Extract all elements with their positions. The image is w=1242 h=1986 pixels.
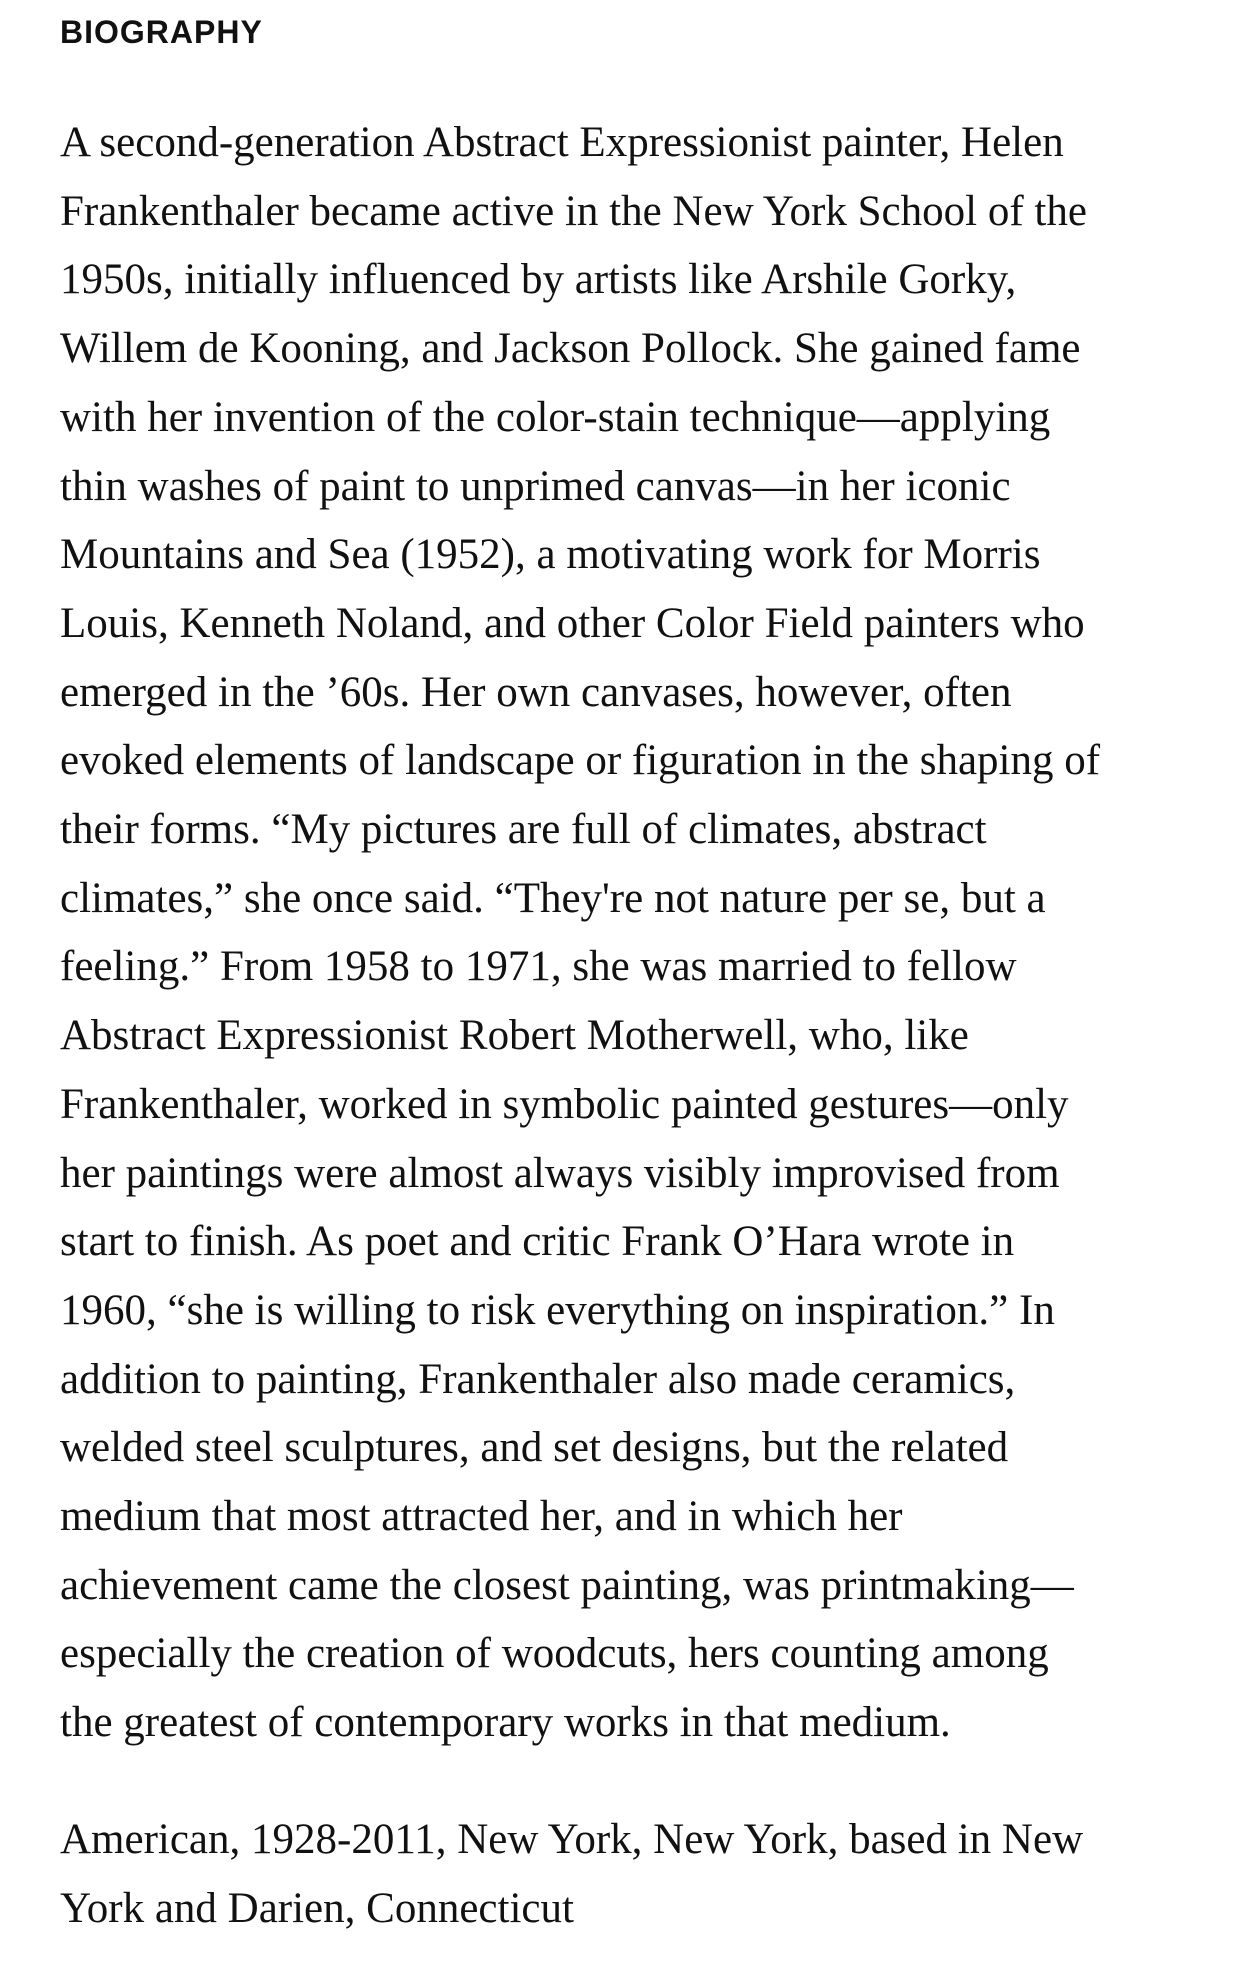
biography-line: her paintings were almost always visibly improvised from [60,1149,1060,1197]
biography-line: medium that most attracted her, and in which her [60,1493,903,1541]
biography-line: addition to painting, Frankenthaler also made ceramics, [60,1355,1016,1403]
biography-line: emerged in the ’60s. Her own canvases, however, often [60,668,1012,716]
biography-paragraph [60,109,1185,1758]
biography-line: 1960, “she is willing to risk everything on inspiration.” In [60,1286,1055,1334]
biography-line: Abstract Expressionist Robert Motherwell, who, like [60,1012,969,1060]
biography-line: A second-generation Abstract Expressionist painter, Helen [60,119,1064,166]
biography-line: evoked elements of landscape or figuration in the shaping of [60,737,1101,785]
biography-line: their forms. “My pictures are full of climates, abstract [60,806,987,854]
artist-facts [60,1806,1185,1943]
biography-line: Frankenthaler, worked in symbolic painted gestures—only [60,1080,1069,1128]
biography-line: welded steel sculptures, and set designs, but the related [60,1424,1009,1472]
artist-facts-line: York and Darien, Connecticut [60,1884,574,1932]
biography-line: Louis, Kenneth Noland, and other Color Field painters who [60,599,1085,647]
biography-line: with her invention of the color-stain technique—applying [60,393,1051,441]
biography-line: Mountains and Sea (1952), a motivating work for Morris [60,531,1041,579]
biography-line: climates,” she once said. “They're not nature per se, but a [60,874,1046,922]
biography-line: 1950s, initially influenced by artists like Arshile Gorky, [60,256,1017,304]
biography-heading: BIOGRAPHY [60,14,263,50]
artist-facts-line: American, 1928-2011, New York, New York, based in New [60,1816,1084,1863]
biography-line: especially the creation of woodcuts, hers counting among [60,1630,1049,1678]
biography-line: the greatest of contemporary works in that medium. [60,1699,951,1747]
biography-line: Frankenthaler became active in the New York School of the [60,187,1087,235]
biography-line: thin washes of paint to unprimed canvas—in her iconic [60,462,1011,510]
biography-line: feeling.” From 1958 to 1971, she was married to fellow [60,943,1017,991]
biography-line: Willem de Kooning, and Jackson Pollock. She gained fame [60,325,1081,373]
biography-line: achievement came the closest painting, was printmaking— [60,1561,1074,1609]
biography-line: start to finish. As poet and critic Frank O’Hara wrote in [60,1218,1015,1266]
